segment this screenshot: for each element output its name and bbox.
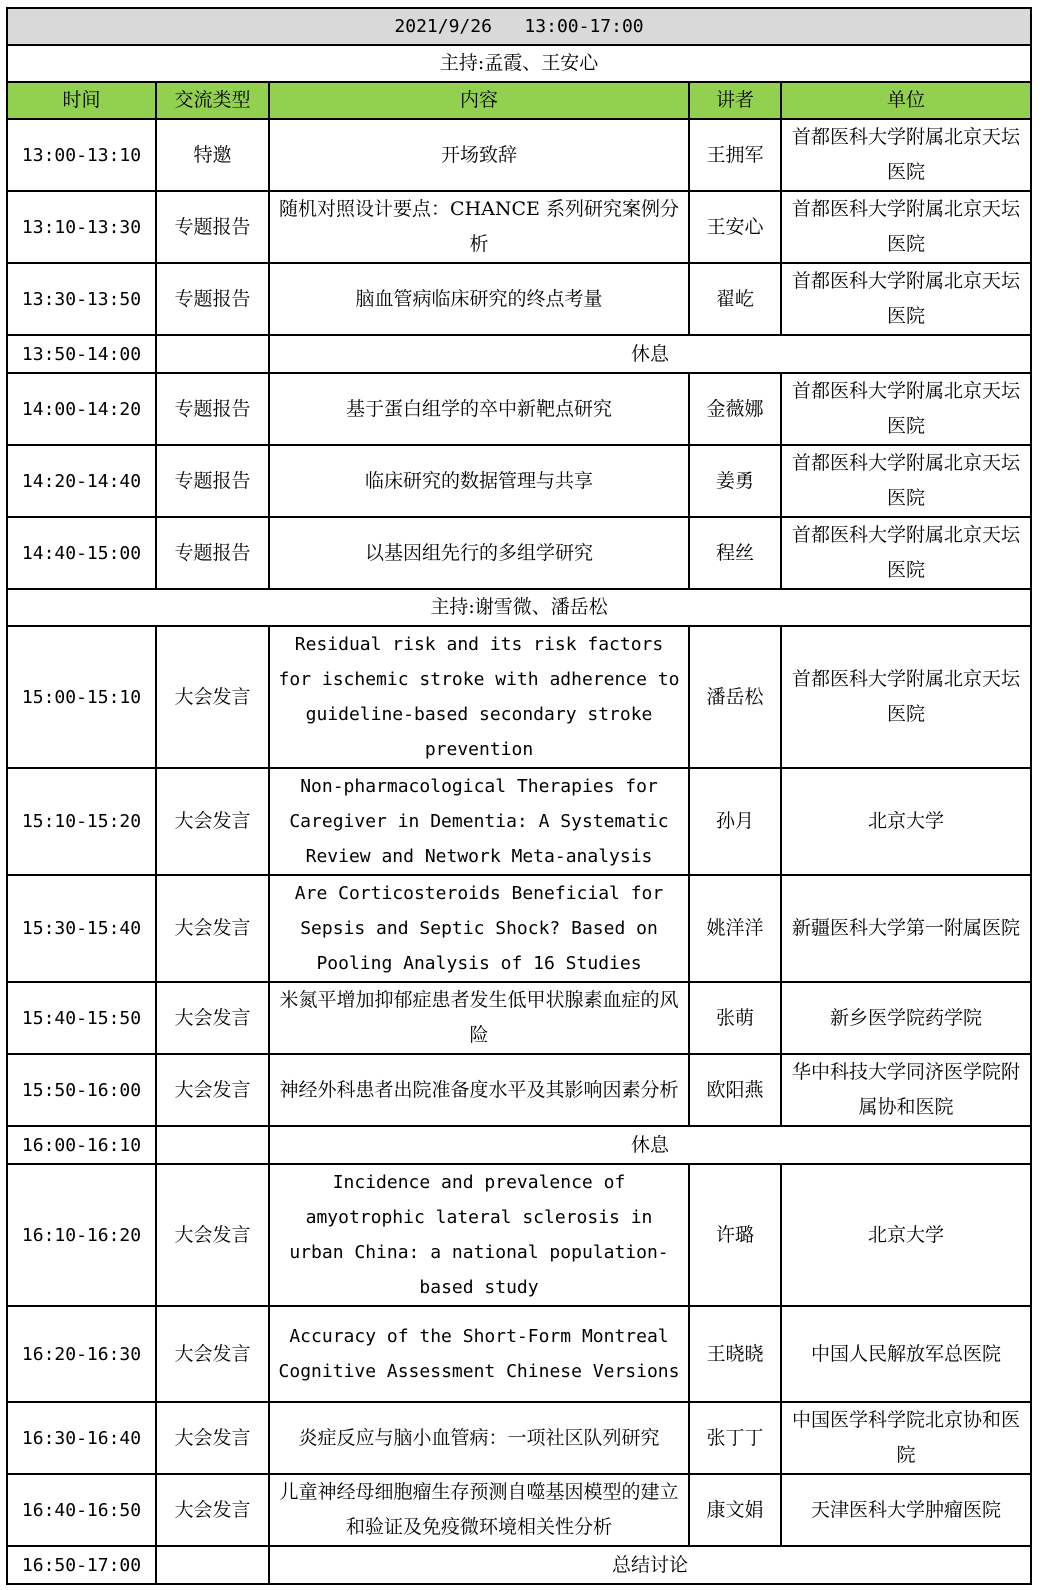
- type-cell: 专题报告: [156, 191, 269, 263]
- table-row: [7, 768, 1031, 875]
- unit-cell: 中国人民解放军总医院: [781, 1306, 1031, 1402]
- speaker-cell: 康文娟: [689, 1474, 781, 1546]
- unit-cell: 首都医科大学附属北京天坛医院: [781, 191, 1031, 263]
- type-cell: 特邀: [156, 119, 269, 191]
- table-row: [7, 445, 1031, 517]
- table-row: [7, 119, 1031, 191]
- unit-cell: 首都医科大学附属北京天坛医院: [781, 517, 1031, 589]
- header-row: [7, 82, 1031, 119]
- type-cell: 专题报告: [156, 445, 269, 517]
- type-cell: 大会发言: [156, 982, 269, 1054]
- empty-type-cell: [156, 1546, 269, 1584]
- speaker-cell: 孙月: [689, 768, 781, 875]
- break-label: 休息: [269, 335, 1031, 373]
- unit-cell: 新乡医学院药学院: [781, 982, 1031, 1054]
- table-row: [7, 373, 1031, 445]
- time-cell: 15:40-15:50: [7, 982, 156, 1054]
- unit-cell: 首都医科大学附属北京天坛医院: [781, 373, 1031, 445]
- header-unit: 单位: [781, 82, 1031, 119]
- type-cell: 大会发言: [156, 1164, 269, 1306]
- empty-type-cell: [156, 335, 269, 373]
- type-cell: 专题报告: [156, 373, 269, 445]
- speaker-cell: 姚洋洋: [689, 875, 781, 982]
- type-cell: 大会发言: [156, 1402, 269, 1474]
- date-row: [7, 8, 1031, 45]
- table-row: [7, 1054, 1031, 1126]
- content-cell: Residual risk and its risk factors for ischemic stroke with adherence to guideline-based secondary stroke prevention: [269, 626, 689, 768]
- table-row: [7, 1402, 1031, 1474]
- content-cell: 随机对照设计要点：CHANCE 系列研究案例分析: [269, 191, 689, 263]
- unit-cell: 华中科技大学同济医学院附属协和医院: [781, 1054, 1031, 1126]
- time-cell: 15:10-15:20: [7, 768, 156, 875]
- break-row: [7, 335, 1031, 373]
- content-cell: Incidence and prevalence of amyotrophic lateral sclerosis in urban China: a national population-based study: [269, 1164, 689, 1306]
- time-cell: 14:00-14:20: [7, 373, 156, 445]
- speaker-cell: 欧阳燕: [689, 1054, 781, 1126]
- header-speaker: 讲者: [689, 82, 781, 119]
- table-row: [7, 1306, 1031, 1402]
- unit-cell: 首都医科大学附属北京天坛医院: [781, 119, 1031, 191]
- content-cell: 米氮平增加抑郁症患者发生低甲状腺素血症的风险: [269, 982, 689, 1054]
- host-row: [7, 589, 1031, 626]
- speaker-cell: 王拥军: [689, 119, 781, 191]
- time-cell: 16:20-16:30: [7, 1306, 156, 1402]
- type-cell: 大会发言: [156, 626, 269, 768]
- time-cell: 15:00-15:10: [7, 626, 156, 768]
- session-host: 主持:孟霞、王安心: [7, 45, 1031, 82]
- speaker-cell: 张丁丁: [689, 1402, 781, 1474]
- time-cell: 13:10-13:30: [7, 191, 156, 263]
- content-cell: 开场致辞: [269, 119, 689, 191]
- content-cell: 基于蛋白组学的卒中新靶点研究: [269, 373, 689, 445]
- content-cell: 神经外科患者出院准备度水平及其影响因素分析: [269, 1054, 689, 1126]
- type-cell: 大会发言: [156, 1306, 269, 1402]
- session-date: 2021/9/26 13:00-17:00: [7, 8, 1031, 45]
- unit-cell: 新疆医科大学第一附属医院: [781, 875, 1031, 982]
- break-row: [7, 1546, 1031, 1584]
- header-content: 内容: [269, 82, 689, 119]
- schedule-table: [6, 7, 1032, 1585]
- speaker-cell: 潘岳松: [689, 626, 781, 768]
- unit-cell: 首都医科大学附属北京天坛医院: [781, 263, 1031, 335]
- speaker-cell: 金薇娜: [689, 373, 781, 445]
- unit-cell: 首都医科大学附属北京天坛医院: [781, 626, 1031, 768]
- time-cell: 16:50-17:00: [7, 1546, 156, 1584]
- header-type: 交流类型: [156, 82, 269, 119]
- content-cell: Accuracy of the Short-Form Montreal Cognitive Assessment Chinese Versions: [269, 1306, 689, 1402]
- content-cell: 炎症反应与脑小血管病：一项社区队列研究: [269, 1402, 689, 1474]
- table-row: [7, 191, 1031, 263]
- unit-cell: 北京大学: [781, 768, 1031, 875]
- unit-cell: 首都医科大学附属北京天坛医院: [781, 445, 1031, 517]
- content-cell: 临床研究的数据管理与共享: [269, 445, 689, 517]
- content-cell: 脑血管病临床研究的终点考量: [269, 263, 689, 335]
- time-cell: 16:30-16:40: [7, 1402, 156, 1474]
- type-cell: 专题报告: [156, 517, 269, 589]
- time-cell: 16:40-16:50: [7, 1474, 156, 1546]
- header-time: 时间: [7, 82, 156, 119]
- table-row: [7, 1164, 1031, 1306]
- time-cell: 13:30-13:50: [7, 263, 156, 335]
- unit-cell: 北京大学: [781, 1164, 1031, 1306]
- time-cell: 15:30-15:40: [7, 875, 156, 982]
- table-row: [7, 875, 1031, 982]
- content-cell: Non-pharmacological Therapies for Caregiver in Dementia: A Systematic Review and Network Meta-analysis: [269, 768, 689, 875]
- type-cell: 大会发言: [156, 875, 269, 982]
- unit-cell: 天津医科大学肿瘤医院: [781, 1474, 1031, 1546]
- unit-cell: 中国医学科学院北京协和医院: [781, 1402, 1031, 1474]
- speaker-cell: 张萌: [689, 982, 781, 1054]
- type-cell: 大会发言: [156, 1054, 269, 1126]
- table-row: [7, 263, 1031, 335]
- content-cell: Are Corticosteroids Beneficial for Sepsis and Septic Shock? Based on Pooling Analysis of 16 Studies: [269, 875, 689, 982]
- session-host: 主持:谢雪微、潘岳松: [7, 589, 1031, 626]
- empty-type-cell: [156, 1126, 269, 1164]
- table-row: [7, 1474, 1031, 1546]
- speaker-cell: 程丝: [689, 517, 781, 589]
- table-row: [7, 982, 1031, 1054]
- time-cell: 15:50-16:00: [7, 1054, 156, 1126]
- content-cell: 儿童神经母细胞瘤生存预测自噬基因模型的建立和验证及免疫微环境相关性分析: [269, 1474, 689, 1546]
- time-cell: 14:40-15:00: [7, 517, 156, 589]
- content-cell: 以基因组先行的多组学研究: [269, 517, 689, 589]
- type-cell: 大会发言: [156, 768, 269, 875]
- break-label: 休息: [269, 1126, 1031, 1164]
- time-cell: 16:10-16:20: [7, 1164, 156, 1306]
- time-cell: 14:20-14:40: [7, 445, 156, 517]
- time-cell: 13:00-13:10: [7, 119, 156, 191]
- break-row: [7, 1126, 1031, 1164]
- speaker-cell: 翟屹: [689, 263, 781, 335]
- speaker-cell: 王安心: [689, 191, 781, 263]
- type-cell: 专题报告: [156, 263, 269, 335]
- time-cell: 16:00-16:10: [7, 1126, 156, 1164]
- type-cell: 大会发言: [156, 1474, 269, 1546]
- speaker-cell: 王晓晓: [689, 1306, 781, 1402]
- table-row: [7, 517, 1031, 589]
- time-cell: 13:50-14:00: [7, 335, 156, 373]
- closing-discussion-label: 总结讨论: [269, 1546, 1031, 1584]
- table-row: [7, 626, 1031, 768]
- host-row: [7, 45, 1031, 82]
- speaker-cell: 许璐: [689, 1164, 781, 1306]
- speaker-cell: 姜勇: [689, 445, 781, 517]
